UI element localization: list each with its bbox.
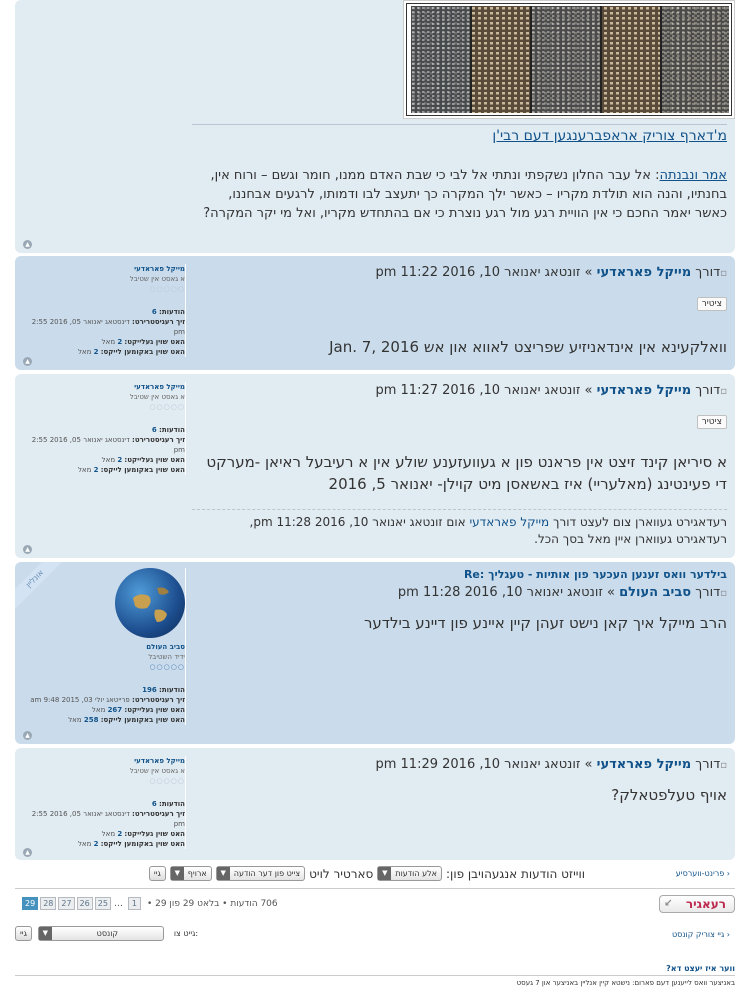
post-body xyxy=(192,264,727,358)
profile-rank: א גאסט אין שטיבל xyxy=(129,275,185,283)
post-3 xyxy=(15,374,735,558)
sort-bar-divider xyxy=(15,888,735,889)
profile-username[interactable]: מייקל פאראדעי xyxy=(134,757,185,765)
globe-icon xyxy=(115,568,185,638)
pagination xyxy=(20,897,278,910)
author-link[interactable]: מייקל פאראדעי xyxy=(596,757,692,772)
profile-posts: הודעות: 6 xyxy=(151,426,185,434)
author-link[interactable]: סביב העולם xyxy=(619,585,692,600)
profile-rank: א גאסט אין שטיבל xyxy=(129,767,185,775)
post-icon: ▫ xyxy=(720,760,727,771)
signature-quote-text: : אל עבר החלון נשקפתי ונתתי אל לבי כי שבת האדם ממנו, חומר וגשם – ורוח אין, בחנתיו, והנה הוא תולדת מקריו – כאשר ילך המקרה כך יתעצב לבו ודמותו, לרגעים אבחננו, כאשר יאמר החכם כי אין הוויית רגע מול רגע נוצרת כי אם בהתחדש מקריו, ואל מי יקר המקרה? xyxy=(203,168,727,221)
sort-by-label: סארטיר לויט xyxy=(309,866,374,881)
profile-registered: זיך רעגיסטרירט: דינסטאג יאנואר 05, 2016 2:55 pm xyxy=(31,436,185,454)
chevron-down-icon: ▼ xyxy=(217,867,230,880)
edit-notice: רעדאגירט געווארן צום לעצט דורך מייקל פאראדעי אום זונטאג יאנואר 10, 2016 11:28 pm, רעדאגירט געווארן איין מאל בסך הכל. xyxy=(249,515,727,546)
online-section xyxy=(15,964,735,987)
post-1 xyxy=(15,0,735,253)
post-content: וואלקעינא אין אינדאניזיע שפריצט לאווא און אש Jan. 7, 2016 xyxy=(329,338,727,356)
back-to-top-icon[interactable]: ▲ xyxy=(23,357,32,366)
sort-bar xyxy=(15,866,735,886)
jump-controls xyxy=(15,926,198,941)
building-photo xyxy=(411,6,729,113)
jump-label: גייט צו: xyxy=(173,929,199,938)
rank-stars: ○○○○○ xyxy=(149,285,185,293)
signature-link[interactable]: מ'דארף צוריק אראפברענגען דעם רבי'ן xyxy=(492,128,727,144)
print-view-link[interactable]: ‹ פרינט-ווערסיע xyxy=(675,869,730,878)
profile-liked: האט שוין געלייקט: 267 מאל xyxy=(91,706,185,714)
avatar[interactable] xyxy=(115,568,185,638)
sort-label: ווייזט הודעות אנגעהויבן פון: xyxy=(446,866,585,881)
post-title[interactable]: Re: בילדער וואס זענען העכער פון אותיות - טעגליך xyxy=(463,568,727,581)
page-25[interactable]: 25 xyxy=(95,897,111,910)
post-2 xyxy=(15,256,735,370)
post-body xyxy=(192,382,727,548)
sort-dir-select[interactable]: ארויף ▼ xyxy=(170,866,212,881)
profile-username[interactable]: מייקל פאראדעי xyxy=(134,383,185,391)
pagination-summary: 706 הודעות • בלאט 29 פון 29 • xyxy=(146,898,278,909)
profile-liked: האט שוין געלייקט: 2 מאל xyxy=(101,338,185,346)
profile-registered: זיך רעגיסטרירט: פרייטאג יולי 03, 2015 9:48 am xyxy=(30,696,185,704)
sort-controls xyxy=(149,866,585,881)
online-title: ווער איז יעצט דא? xyxy=(15,964,735,976)
post-profile xyxy=(21,264,186,357)
profile-posts: הודעות: 6 xyxy=(151,308,185,316)
profile-got-likes: האט שוין באקומען לייקס: 258 מאל xyxy=(68,716,185,724)
return-link[interactable]: ‹ גיי צוריק קונסט xyxy=(671,930,730,939)
edit-author-link[interactable]: מייקל פאראדעי xyxy=(469,515,550,529)
jump-select[interactable]: ▼ קונסט xyxy=(38,926,164,941)
page-27[interactable]: 27 xyxy=(58,897,74,910)
pagination-bar xyxy=(15,894,735,916)
page-28[interactable]: 28 xyxy=(40,897,56,910)
days-select[interactable]: אלע הודעות ▼ xyxy=(377,866,442,881)
page-26[interactable]: 26 xyxy=(77,897,93,910)
rank-stars: ○○○○○ xyxy=(149,663,185,671)
post-profile xyxy=(21,382,186,475)
post-date: » זונטאג יאנואר 10, 2016 11:29 pm xyxy=(375,757,593,772)
profile-got-likes: האט שוין באקומען לייקס: 2 מאל xyxy=(77,840,185,848)
post-body xyxy=(192,756,727,806)
signature-quote-link[interactable]: אמר ונבנתה xyxy=(659,168,727,183)
back-to-top-icon[interactable]: ▲ xyxy=(23,848,32,857)
rank-stars: ○○○○○ xyxy=(149,403,185,411)
sort-go-button[interactable]: גיי xyxy=(149,866,166,881)
post-4 xyxy=(15,562,735,744)
profile-rank: ידיד השטיבל xyxy=(148,653,185,661)
by-label: דורך xyxy=(695,265,721,280)
page-1[interactable]: 1 xyxy=(128,897,141,910)
signature-text xyxy=(199,166,727,223)
author-link[interactable]: מייקל פאראדעי xyxy=(596,265,692,280)
jump-bar xyxy=(15,926,735,946)
signature-divider xyxy=(192,124,727,125)
post-profile xyxy=(21,568,186,725)
chevron-down-icon: ▼ xyxy=(378,867,391,880)
post-author-line xyxy=(192,264,727,283)
post-icon: ▫ xyxy=(720,588,727,599)
online-text: באניצער וואס לייענען דעם פארום: נישטא קיין אנליין באניצער און 7 געסט xyxy=(516,979,735,987)
page-ellipsis: … xyxy=(113,898,123,909)
post-icon: ▫ xyxy=(720,386,727,397)
edit-divider xyxy=(192,509,727,510)
page-29[interactable]: 29 xyxy=(22,897,38,910)
post-author-line xyxy=(192,382,727,401)
rank-stars: ○○○○○ xyxy=(149,777,185,785)
post-author-line xyxy=(192,756,727,775)
post-date: » זונטאג יאנואר 10, 2016 11:27 pm xyxy=(375,383,593,398)
by-label: דורך xyxy=(695,383,721,398)
post-author-line xyxy=(192,584,727,603)
author-link[interactable]: מייקל פאראדעי xyxy=(596,383,692,398)
post-content: א סיריאן קינד זיצט אין פראנט פון א געוועזענע שולע אין א רעיבעל ראיאן -מערקט די פעינטינג (מאלעריי) איז באשאסן מיט קוילן- יאנואר 5, 2016 xyxy=(206,453,727,493)
post-content: הרב מייקל איך קאן נישט זעהן קיין איינע פון דיינע בילדער xyxy=(363,614,727,632)
post-body xyxy=(192,568,727,634)
profile-registered: זיך רעגיסטרירט: דינסטאג יאנואר 05, 2016 2:55 pm xyxy=(31,318,185,336)
profile-registered: זיך רעגיסטרירט: דינסטאג יאנואר 05, 2016 2:55 pm xyxy=(31,810,185,828)
post-date: » זונטאג יאנואר 10, 2016 11:22 pm xyxy=(375,265,593,280)
post-icon: ▫ xyxy=(720,268,727,279)
jump-go-button[interactable]: גיי xyxy=(15,926,32,941)
post-5 xyxy=(15,748,735,860)
post-content: אויף טעלפטאלק? xyxy=(611,786,727,804)
profile-liked: האט שוין געלייקט: 2 מאל xyxy=(101,830,185,838)
profile-posts: הודעות: 6 xyxy=(151,800,185,808)
profile-liked: האט שוין געלייקט: 2 מאל xyxy=(101,456,185,464)
back-to-top-icon[interactable]: ▲ xyxy=(23,545,32,554)
quote-button[interactable]: ציטיר xyxy=(697,415,727,429)
post-profile xyxy=(21,756,186,849)
sort-key-select[interactable]: צייט פון דער הודעה ▼ xyxy=(216,866,305,881)
online-ribbon-label: אונליין xyxy=(24,568,46,590)
back-to-top-icon[interactable]: ▲ xyxy=(23,240,32,249)
profile-username[interactable]: סביב העולם xyxy=(146,643,185,651)
profile-username[interactable]: מייקל פאראדעי xyxy=(134,265,185,273)
profile-got-likes: האט שוין באקומען לייקס: 2 מאל xyxy=(77,348,185,356)
post-image xyxy=(403,0,735,119)
chevron-down-icon: ▼ xyxy=(39,927,52,940)
chevron-down-icon: ▼ xyxy=(171,867,184,880)
reply-button[interactable]: רעאגיר ↙ xyxy=(659,895,735,913)
profile-rank: א גאסט אין שטיבל xyxy=(129,393,185,401)
by-label: דורך xyxy=(695,757,721,772)
profile-got-likes: האט שוין באקומען לייקס: 2 מאל xyxy=(77,466,185,474)
back-to-top-icon[interactable]: ▲ xyxy=(23,731,32,740)
post-date: » זונטאג יאנואר 10, 2016 11:28 pm xyxy=(397,585,615,600)
profile-posts: הודעות: 196 xyxy=(142,686,185,694)
by-label: דורך xyxy=(695,585,721,600)
quote-button[interactable]: ציטיר xyxy=(697,297,727,311)
reply-arrow-icon: ↙ xyxy=(664,898,673,909)
